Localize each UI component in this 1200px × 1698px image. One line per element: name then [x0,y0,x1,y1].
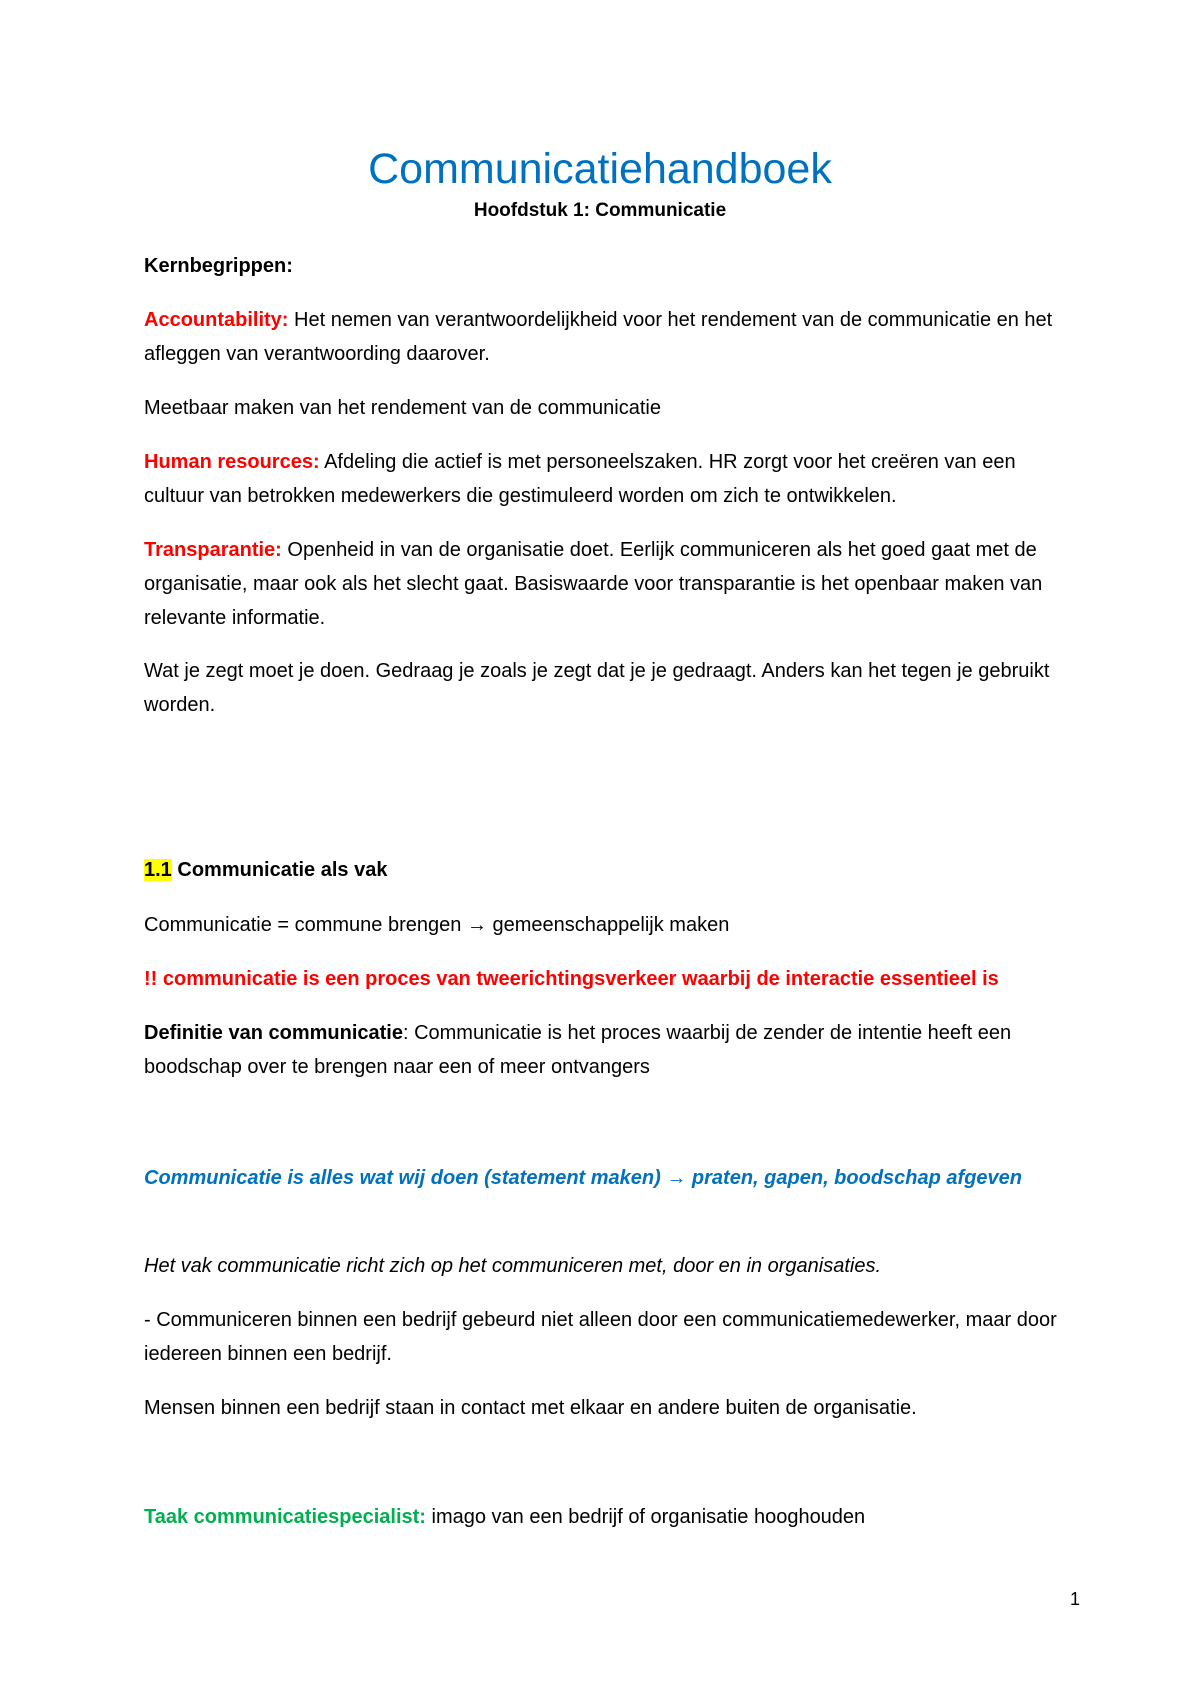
taak-term: Taak communicatiespecialist: [144,1506,426,1528]
transparantie-paragraph [144,533,1064,635]
kernbegrippen-heading: Kernbegrippen: [144,255,293,277]
commune-left-text: Communicatie = commune brengen [144,914,467,936]
human-resources-text: Afdeling die actief is met personeelszaken. HR zorgt voor het creëren van een cultuur van betrokken medewerkers die gestimuleerd worden om zich te ontwikkelen. [144,451,1016,507]
definition-text: : Communicatie is het proces waarbij de zender de intentie heeft een boodschap over te brengen naar een of meer ontvangers [144,1022,1012,1078]
document-title: Communicatiehandboek [368,145,832,193]
human-resources-paragraph [144,445,1064,513]
human-resources-term: Human resources: [144,451,320,473]
section-1-1-heading [144,853,1064,887]
commune-paragraph [144,908,1064,942]
statement-right-text: praten, gapen, boodschap afgeven [686,1167,1022,1189]
chapter-subtitle: Hoofdstuk 1: Communicatie [473,200,727,221]
vak-paragraph: Het vak communicatie richt zich op het communiceren met, door en in organisaties. [144,1255,882,1277]
arrow-right-icon: → [466,914,487,936]
wat-je-zegt-paragraph: Wat je zegt moet je doen. Gedraag je zoals je zegt dat je je gedraagt. Anders kan het tegen je gebruikt worden. [144,660,1050,716]
accountability-text: Het nemen van verantwoordelijkheid voor het rendement van de communicatie en het afleggen van verantwoording daarover. [144,309,1053,365]
page-number: 1 [1069,1589,1080,1609]
mensen-paragraph: Mensen binnen een bedrijf staan in contact met elkaar en andere buiten de organisatie. [144,1397,917,1419]
taak-paragraph [144,1500,1064,1534]
arrow-right-icon: → [666,1167,687,1189]
commune-right-text: gemeenschappelijk maken [486,914,730,936]
warning-paragraph: !! communicatie is een proces van tweerichtingsverkeer waarbij de interactie essentieel is [144,968,999,990]
meetbaar-paragraph: Meetbaar maken van het rendement van de communicatie [144,397,661,419]
binnen-bedrijf-paragraph: - Communiceren binnen een bedrijf gebeurd niet alleen door een communicatiemedewerker, maar door iedereen binnen een bedrijf. [144,1309,1057,1365]
statement-paragraph [144,1161,1064,1195]
definition-term: Definitie van communicatie [144,1022,403,1044]
transparantie-term: Transparantie: [144,539,282,561]
accountability-paragraph [144,303,1064,371]
section-number: 1.1 [144,859,172,881]
accountability-term: Accountability: [144,309,289,331]
section-title: Communicatie als vak [171,859,388,881]
statement-left-text: Communicatie is alles wat wij doen (statement maken) [144,1167,667,1189]
definition-paragraph [144,1016,1064,1084]
taak-text: imago van een bedrijf of organisatie hooghouden [425,1506,866,1528]
transparantie-text: Openheid in van de organisatie doet. Eerlijk communiceren als het goed gaat met de organisatie, maar ook als het slecht gaat. Basiswaarde voor transparantie is het openbaar maken van relevante informatie. [144,539,1043,629]
